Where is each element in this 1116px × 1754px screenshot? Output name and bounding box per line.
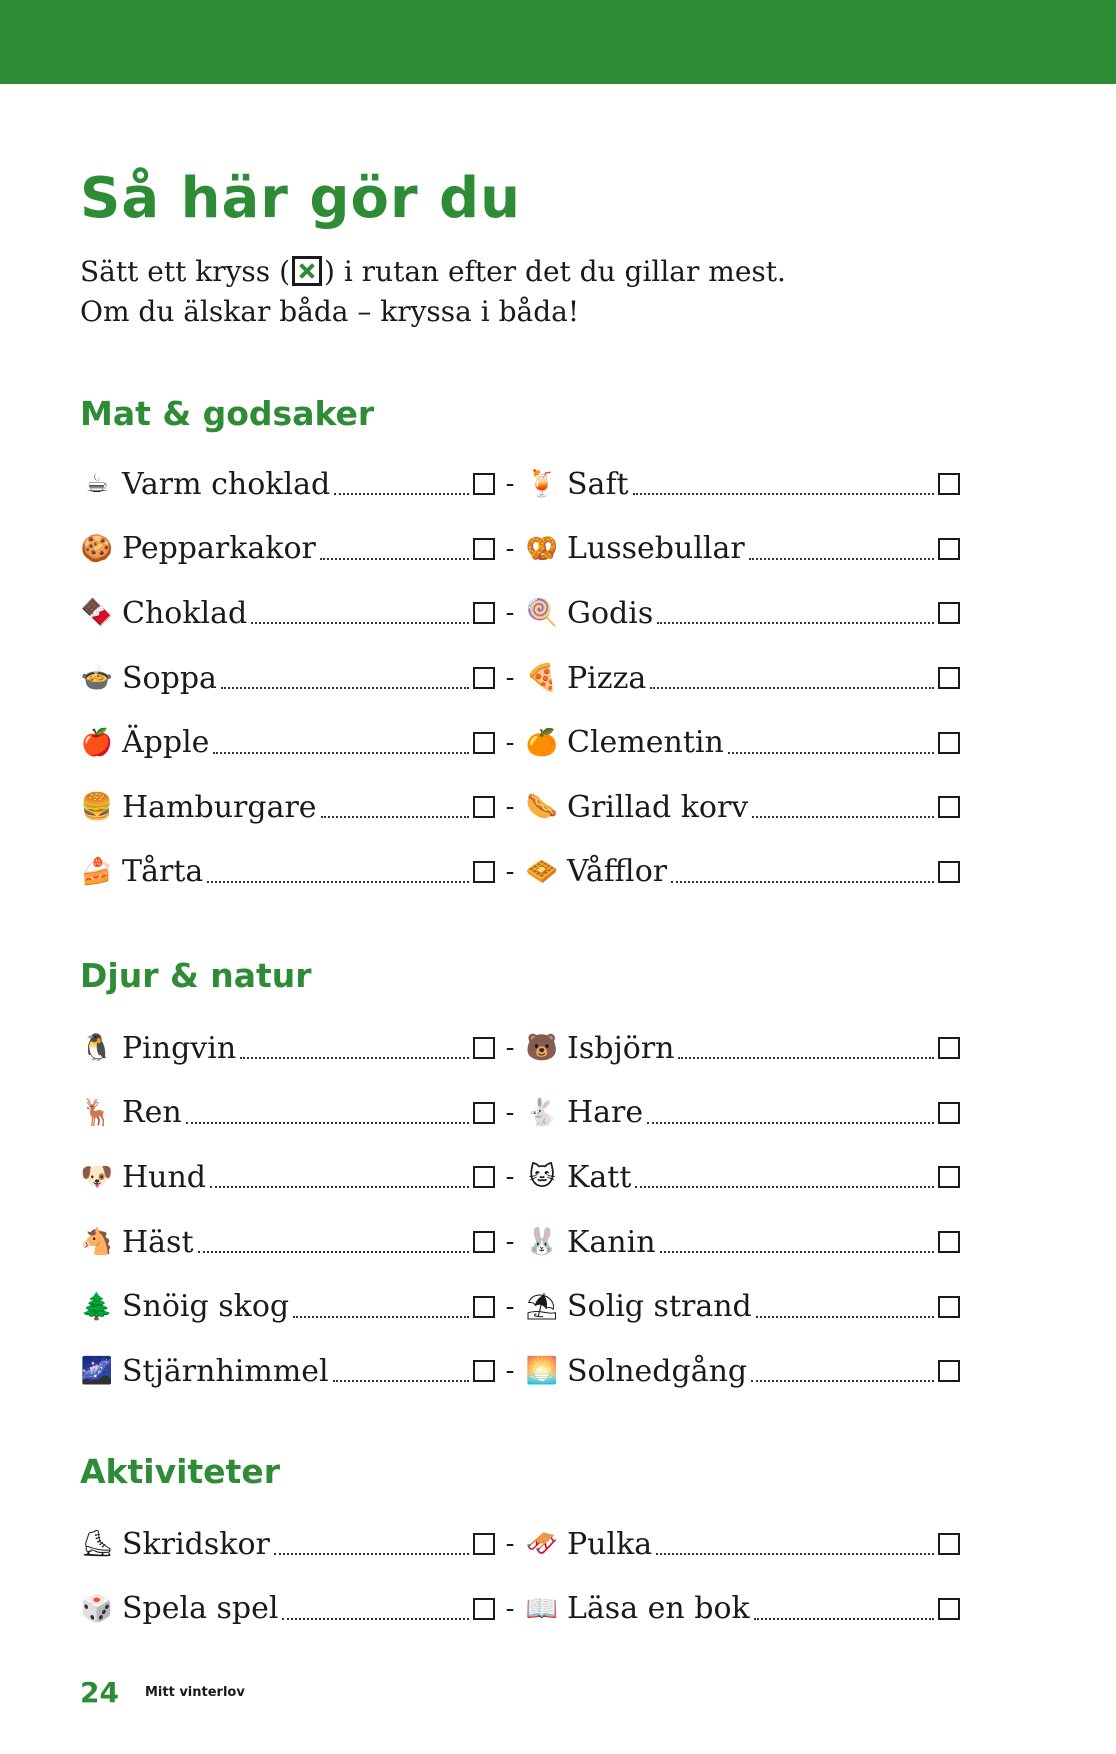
bear-icon: 🐻 bbox=[525, 1033, 559, 1064]
dotted-leader bbox=[660, 1251, 934, 1253]
choice-right bbox=[525, 1095, 960, 1130]
choice-right bbox=[525, 661, 960, 696]
choice-label: Läsa en bok bbox=[567, 1591, 750, 1627]
choice-label: Solig strand bbox=[567, 1289, 752, 1325]
dotted-leader bbox=[756, 1316, 934, 1318]
choice-left bbox=[80, 661, 495, 696]
dotted-leader bbox=[334, 493, 469, 495]
dotted-leader bbox=[671, 881, 934, 883]
choice-right bbox=[525, 1289, 960, 1324]
choice-label: Katt bbox=[567, 1159, 632, 1195]
choice-label: Pepparkakor bbox=[122, 531, 316, 567]
dotted-leader bbox=[213, 752, 469, 754]
cat-face-icon: 🐱 bbox=[528, 1162, 556, 1193]
choice-checkbox[interactable] bbox=[473, 473, 495, 495]
choice-right bbox=[525, 790, 960, 825]
choice-row bbox=[80, 1339, 960, 1404]
choice-checkbox[interactable] bbox=[938, 1231, 960, 1253]
hot-beverage-icon: ☕ bbox=[85, 469, 109, 500]
choice-label: Hare bbox=[567, 1095, 644, 1131]
hot-dog-icon: 🌭 bbox=[525, 792, 559, 823]
choice-checkbox[interactable] bbox=[473, 796, 495, 818]
choice-row bbox=[80, 1016, 960, 1081]
choice-checkbox[interactable] bbox=[473, 1598, 495, 1620]
separator-dash: - bbox=[505, 727, 515, 758]
dotted-leader bbox=[282, 1618, 469, 1620]
choice-checkbox[interactable] bbox=[473, 1296, 495, 1318]
choice-label: Hund bbox=[122, 1159, 207, 1195]
choice-label: Pingvin bbox=[122, 1030, 237, 1066]
separator-dash: - bbox=[505, 1529, 515, 1560]
dotted-leader bbox=[752, 816, 934, 818]
choice-list-nature bbox=[80, 1016, 960, 1404]
choice-right bbox=[525, 531, 960, 566]
choice-checkbox[interactable] bbox=[938, 796, 960, 818]
choice-right bbox=[525, 1591, 960, 1626]
choice-left bbox=[80, 1095, 495, 1130]
dotted-leader bbox=[650, 687, 934, 689]
separator-dash: - bbox=[505, 1227, 515, 1258]
choice-right bbox=[525, 467, 960, 502]
choice-checkbox[interactable] bbox=[473, 1102, 495, 1124]
choice-checkbox[interactable] bbox=[938, 667, 960, 689]
choice-row bbox=[80, 1274, 960, 1339]
choice-left bbox=[80, 1527, 495, 1562]
dotted-leader bbox=[333, 1380, 469, 1382]
choice-checkbox[interactable] bbox=[473, 861, 495, 883]
cookie-icon: 🍪 bbox=[80, 533, 114, 564]
dotted-leader bbox=[635, 1186, 934, 1188]
dotted-leader bbox=[657, 622, 934, 624]
choice-checkbox[interactable] bbox=[938, 473, 960, 495]
choice-right bbox=[525, 1225, 960, 1260]
soup-bowl-icon: 🍲 bbox=[80, 663, 114, 694]
choice-right bbox=[525, 1354, 960, 1389]
ice-skate-icon: ⛸ bbox=[80, 1529, 114, 1560]
separator-dash: - bbox=[505, 1356, 515, 1387]
choice-right bbox=[525, 1031, 960, 1066]
choice-label: Lussebullar bbox=[567, 531, 745, 567]
choice-checkbox[interactable] bbox=[473, 602, 495, 624]
dotted-leader bbox=[207, 881, 469, 883]
dotted-leader bbox=[251, 622, 469, 624]
choice-checkbox[interactable] bbox=[473, 1037, 495, 1059]
instruction-line-2: Om du älskar båda – kryssa i båda! bbox=[80, 295, 580, 328]
chocolate-bar-icon: 🍫 bbox=[80, 598, 114, 629]
choice-list-activities bbox=[80, 1512, 960, 1641]
choice-checkbox[interactable] bbox=[938, 861, 960, 883]
choice-right bbox=[525, 1527, 960, 1562]
choice-left bbox=[80, 854, 495, 889]
choice-checkbox[interactable] bbox=[473, 1360, 495, 1382]
choice-label: Solnedgång bbox=[567, 1353, 748, 1389]
choice-row bbox=[80, 581, 960, 646]
choice-left bbox=[80, 531, 495, 566]
choice-label: Soppa bbox=[122, 660, 217, 696]
dotted-leader bbox=[656, 1553, 934, 1555]
game-die-icon: 🎲 bbox=[80, 1593, 114, 1624]
choice-row bbox=[80, 1577, 960, 1642]
choice-label: Äpple bbox=[122, 725, 210, 761]
choice-checkbox[interactable] bbox=[938, 602, 960, 624]
tangerine-icon: 🍊 bbox=[525, 727, 559, 758]
choice-label: Pizza bbox=[567, 660, 647, 696]
choice-label: Hamburgare bbox=[122, 789, 317, 825]
milky-way-icon: 🌌 bbox=[80, 1356, 114, 1387]
choice-right bbox=[525, 725, 960, 760]
choice-label: Clementin bbox=[567, 725, 724, 761]
dotted-leader bbox=[749, 558, 934, 560]
choice-row bbox=[80, 1145, 960, 1210]
choice-right bbox=[525, 1160, 960, 1195]
pretzel-icon: 🥨 bbox=[525, 533, 559, 564]
choice-left bbox=[80, 1354, 495, 1389]
choice-label: Häst bbox=[122, 1224, 194, 1260]
choice-label: Skridskor bbox=[122, 1526, 270, 1562]
choice-checkbox[interactable] bbox=[938, 1598, 960, 1620]
choice-checkbox[interactable] bbox=[473, 538, 495, 560]
choice-row bbox=[80, 710, 960, 775]
choice-label: Kanin bbox=[567, 1224, 656, 1260]
choice-label: Stjärnhimmel bbox=[122, 1353, 329, 1389]
separator-dash: - bbox=[505, 598, 515, 629]
choice-left bbox=[80, 1160, 495, 1195]
section-heading-food: Mat & godsaker bbox=[80, 394, 375, 433]
dotted-leader bbox=[221, 687, 469, 689]
instruction-text-after: ) i rutan efter det du gillar mest. bbox=[324, 255, 786, 288]
choice-row bbox=[80, 1210, 960, 1275]
choice-checkbox[interactable] bbox=[473, 1533, 495, 1555]
choice-right bbox=[525, 596, 960, 631]
choice-row bbox=[80, 1081, 960, 1146]
dotted-leader bbox=[754, 1618, 934, 1620]
choice-checkbox[interactable] bbox=[473, 732, 495, 754]
section-heading-nature: Djur & natur bbox=[80, 956, 312, 995]
choice-checkbox[interactable] bbox=[938, 1037, 960, 1059]
hamburger-icon: 🍔 bbox=[80, 792, 114, 823]
page-title: Så här gör du bbox=[80, 166, 522, 231]
choice-label: Pulka bbox=[567, 1526, 653, 1562]
choice-checkbox[interactable] bbox=[938, 1102, 960, 1124]
choice-label: Saft bbox=[567, 466, 629, 502]
separator-dash: - bbox=[505, 856, 515, 887]
dotted-leader bbox=[274, 1553, 469, 1555]
page-number: 24 bbox=[80, 1676, 119, 1709]
choice-row bbox=[80, 646, 960, 711]
choice-label: Tårta bbox=[122, 854, 204, 890]
choice-checkbox[interactable] bbox=[938, 1533, 960, 1555]
separator-dash: - bbox=[505, 1097, 515, 1128]
rabbit-icon: 🐇 bbox=[525, 1097, 559, 1128]
choice-left bbox=[80, 1289, 495, 1324]
lollipop-icon: 🍭 bbox=[525, 598, 559, 629]
choice-label: Varm choklad bbox=[122, 466, 331, 502]
choice-checkbox[interactable] bbox=[938, 732, 960, 754]
choice-label: Godis bbox=[567, 595, 654, 631]
dotted-leader bbox=[320, 558, 469, 560]
dotted-leader bbox=[210, 1186, 469, 1188]
choice-left bbox=[80, 467, 495, 502]
dotted-leader bbox=[647, 1122, 934, 1124]
separator-dash: - bbox=[505, 1291, 515, 1322]
choice-label: Choklad bbox=[122, 595, 248, 631]
sunset-icon: 🌅 bbox=[525, 1356, 559, 1387]
choice-row bbox=[80, 452, 960, 517]
choice-left bbox=[80, 1591, 495, 1626]
choice-left bbox=[80, 596, 495, 631]
dotted-leader bbox=[321, 816, 469, 818]
dog-face-icon: 🐶 bbox=[80, 1162, 114, 1193]
separator-dash: - bbox=[505, 1033, 515, 1064]
choice-checkbox[interactable] bbox=[473, 1166, 495, 1188]
dotted-leader bbox=[198, 1251, 470, 1253]
choice-label: Snöig skog bbox=[122, 1289, 290, 1325]
choice-left bbox=[80, 790, 495, 825]
dotted-leader bbox=[728, 752, 934, 754]
separator-dash: - bbox=[505, 1593, 515, 1624]
choice-list-food bbox=[80, 452, 960, 904]
dotted-leader bbox=[293, 1316, 469, 1318]
choice-row bbox=[80, 1512, 960, 1577]
penguin-icon: 🐧 bbox=[80, 1033, 114, 1064]
separator-dash: - bbox=[505, 663, 515, 694]
choice-label: Isbjörn bbox=[567, 1030, 675, 1066]
choice-checkbox[interactable] bbox=[938, 538, 960, 560]
cake-icon: 🍰 bbox=[80, 856, 114, 887]
dotted-leader bbox=[751, 1380, 934, 1382]
open-book-icon: 📖 bbox=[525, 1593, 559, 1624]
deer-icon: 🦌 bbox=[80, 1097, 114, 1128]
pizza-icon: 🍕 bbox=[525, 663, 559, 694]
horse-face-icon: 🐴 bbox=[80, 1227, 114, 1258]
dotted-leader bbox=[186, 1122, 469, 1124]
choice-label: Spela spel bbox=[122, 1591, 279, 1627]
page-footer bbox=[80, 1676, 245, 1709]
evergreen-tree-icon: 🌲 bbox=[80, 1291, 114, 1322]
separator-dash: - bbox=[505, 1162, 515, 1193]
section-heading-activities: Aktiviteter bbox=[80, 1452, 280, 1491]
tropical-drink-icon: 🍹 bbox=[525, 469, 559, 500]
choice-label: Ren bbox=[122, 1095, 182, 1131]
choice-left bbox=[80, 1031, 495, 1066]
choice-row bbox=[80, 840, 960, 905]
choice-row bbox=[80, 517, 960, 582]
choice-label: Våfflor bbox=[567, 854, 668, 890]
choice-right bbox=[525, 854, 960, 889]
checked-box-icon bbox=[292, 256, 322, 286]
instructions bbox=[80, 252, 786, 332]
instruction-line-1 bbox=[80, 252, 786, 292]
choice-checkbox[interactable] bbox=[473, 1231, 495, 1253]
dotted-leader bbox=[633, 493, 934, 495]
footer-title: Mitt vinterlov bbox=[144, 1685, 245, 1700]
choice-checkbox[interactable] bbox=[938, 1296, 960, 1318]
choice-left bbox=[80, 1225, 495, 1260]
instruction-text-before: Sätt ett kryss ( bbox=[80, 255, 290, 288]
choice-row bbox=[80, 775, 960, 840]
separator-dash: - bbox=[505, 792, 515, 823]
choice-left bbox=[80, 725, 495, 760]
choice-checkbox[interactable] bbox=[938, 1166, 960, 1188]
dotted-leader bbox=[678, 1057, 934, 1059]
waffle-icon: 🧇 bbox=[525, 856, 559, 887]
separator-dash: - bbox=[505, 469, 515, 500]
sled-icon: 🛷 bbox=[525, 1529, 559, 1560]
rabbit-face-icon: 🐰 bbox=[525, 1227, 559, 1258]
top-color-band bbox=[0, 0, 1116, 84]
separator-dash: - bbox=[505, 533, 515, 564]
dotted-leader bbox=[240, 1057, 469, 1059]
choice-checkbox[interactable] bbox=[938, 1360, 960, 1382]
choice-checkbox[interactable] bbox=[473, 667, 495, 689]
choice-label: Grillad korv bbox=[567, 789, 749, 825]
apple-icon: 🍎 bbox=[80, 727, 114, 758]
beach-umbrella-icon: ⛱ bbox=[525, 1291, 559, 1322]
